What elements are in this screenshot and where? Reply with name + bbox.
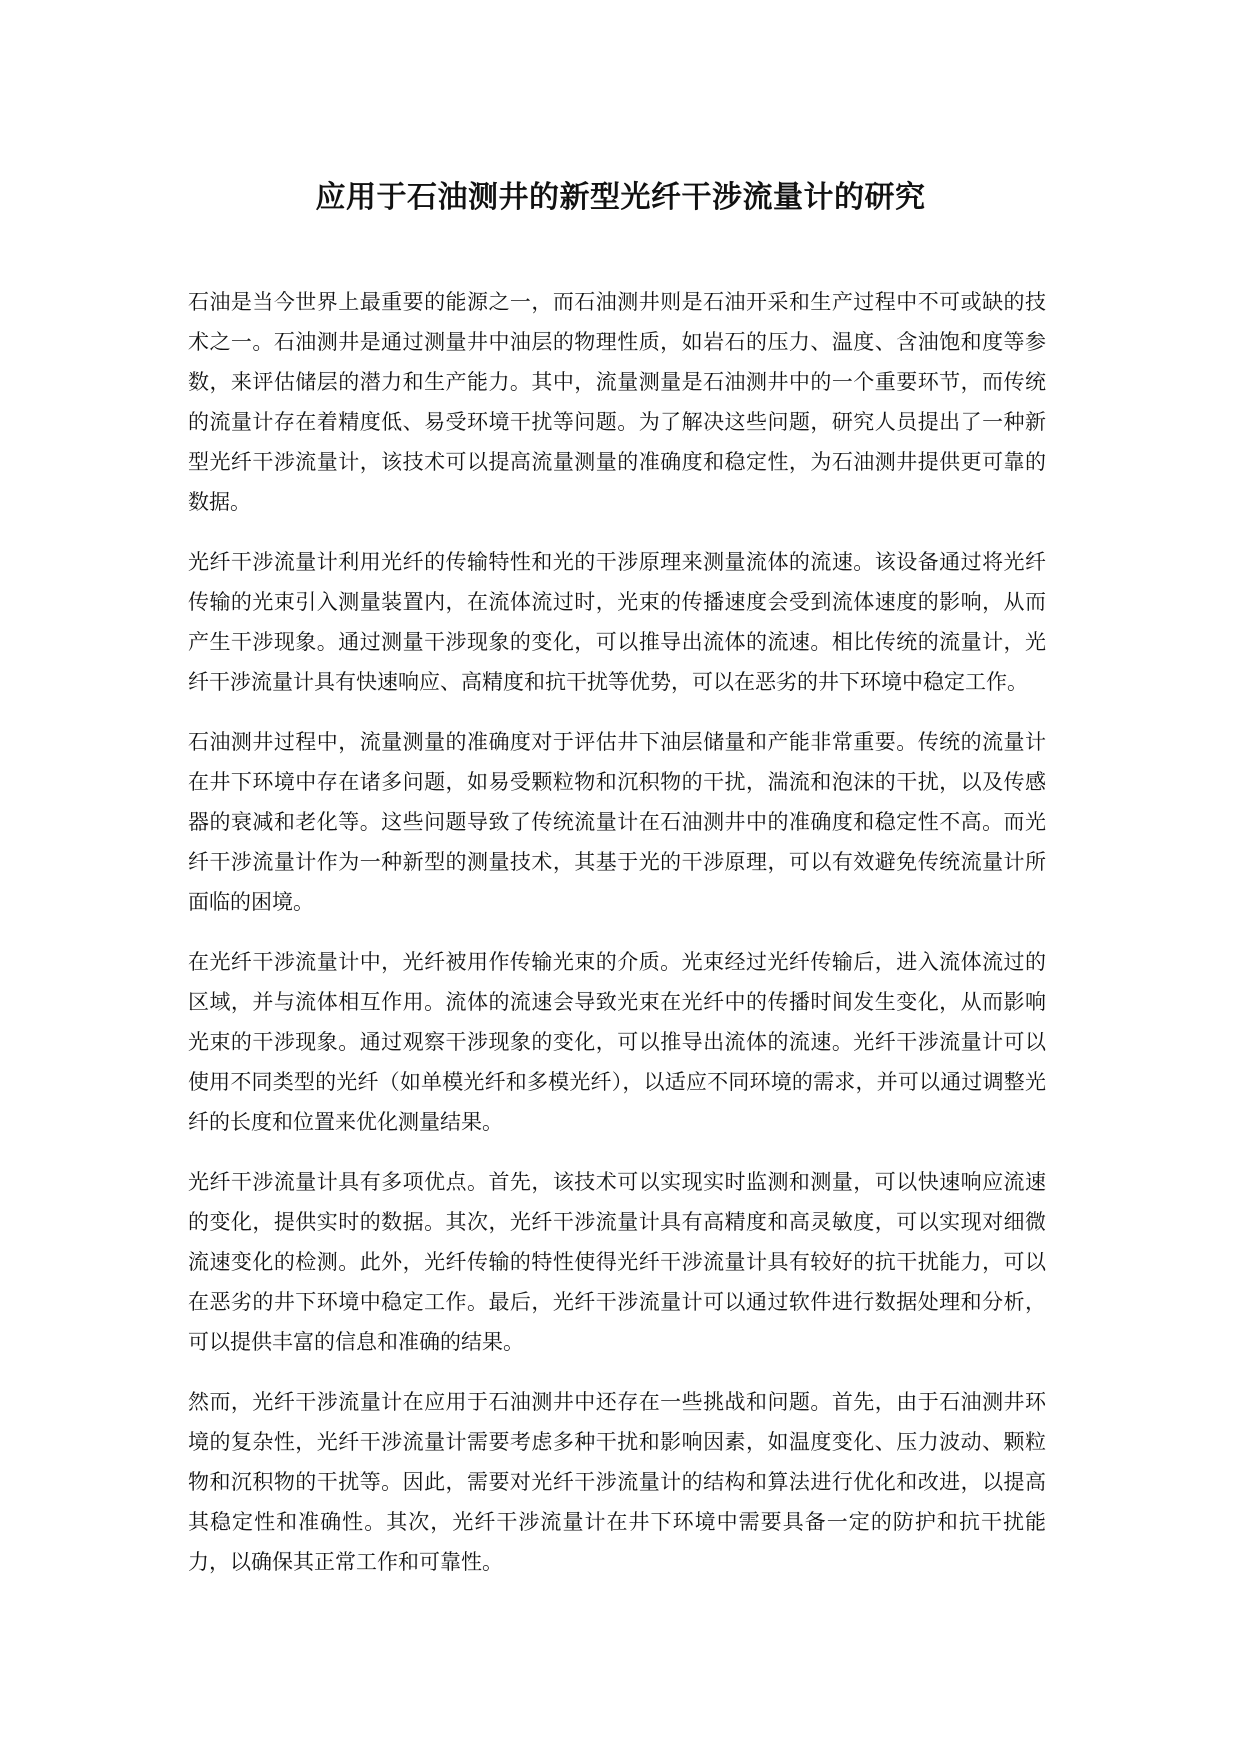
paragraph-4: 在光纤干涉流量计中，光纤被用作传输光束的介质。光束经过光纤传输后，进入流体流过的区域，并与流体相互作用。流体的流速会导致光束在光纤中的传播时间发生变化，从而影响光束的干涉现象。通过观察干涉现象的变化，可以推导出流体的流速。光纤干涉流量计可以使用不同类型的光纤（如单模光纤和多模光纤），以适应不同环境的需求，并可以通过调整光纤的长度和位置来优化测量结果。 [188, 950, 1046, 1134]
paragraph-1: 石油是当今世界上最重要的能源之一，而石油测井则是石油开采和生产过程中不可或缺的技术之一。石油测井是通过测量井中油层的物理性质，如岩石的压力、温度、含油饱和度等参数，来评估储层的潜力和生产能力。其中，流量测量是石油测井中的一个重要环节，而传统的流量计存在着精度低、易受环境干扰等问题。为了解决这些问题，研究人员提出了一种新型光纤干涉流量计，该技术可以提高流量测量的准确度和稳定性，为石油测井提供更可靠的数据。 [188, 290, 1046, 514]
paragraph-3: 石油测井过程中，流量测量的准确度对于评估井下油层储量和产能非常重要。传统的流量计在井下环境中存在诸多问题，如易受颗粒物和沉积物的干扰，湍流和泡沫的干扰，以及传感器的衰减和老化等。这些问题导致了传统流量计在石油测井中的准确度和稳定性不高。而光纤干涉流量计作为一种新型的测量技术，其基于光的干涉原理，可以有效避免传统流量计所面临的困境。 [188, 730, 1046, 914]
document-title: 应用于石油测井的新型光纤干涉流量计的研究 [315, 180, 926, 215]
document-body [188, 282, 1046, 1602]
paragraph-6: 然而，光纤干涉流量计在应用于石油测井中还存在一些挑战和问题。首先，由于石油测井环境的复杂性，光纤干涉流量计需要考虑多种干扰和影响因素，如温度变化、压力波动、颗粒物和沉积物的干扰等。因此，需要对光纤干涉流量计的结构和算法进行优化和改进，以提高其稳定性和准确性。其次，光纤干涉流量计在井下环境中需要具备一定的防护和抗干扰能力，以确保其正常工作和可靠性。 [188, 1390, 1046, 1574]
paragraph-2: 光纤干涉流量计利用光纤的传输特性和光的干涉原理来测量流体的流速。该设备通过将光纤传输的光束引入测量装置内，在流体流过时，光束的传播速度会受到流体速度的影响，从而产生干涉现象。通过测量干涉现象的变化，可以推导出流体的流速。相比传统的流量计，光纤干涉流量计具有快速响应、高精度和抗干扰等优势，可以在恶劣的井下环境中稳定工作。 [188, 550, 1046, 694]
paragraph-5: 光纤干涉流量计具有多项优点。首先，该技术可以实现实时监测和测量，可以快速响应流速的变化，提供实时的数据。其次，光纤干涉流量计具有高精度和高灵敏度，可以实现对细微流速变化的检测。此外，光纤传输的特性使得光纤干涉流量计具有较好的抗干扰能力，可以在恶劣的井下环境中稳定工作。最后，光纤干涉流量计可以通过软件进行数据处理和分析，可以提供丰富的信息和准确的结果。 [188, 1170, 1046, 1354]
